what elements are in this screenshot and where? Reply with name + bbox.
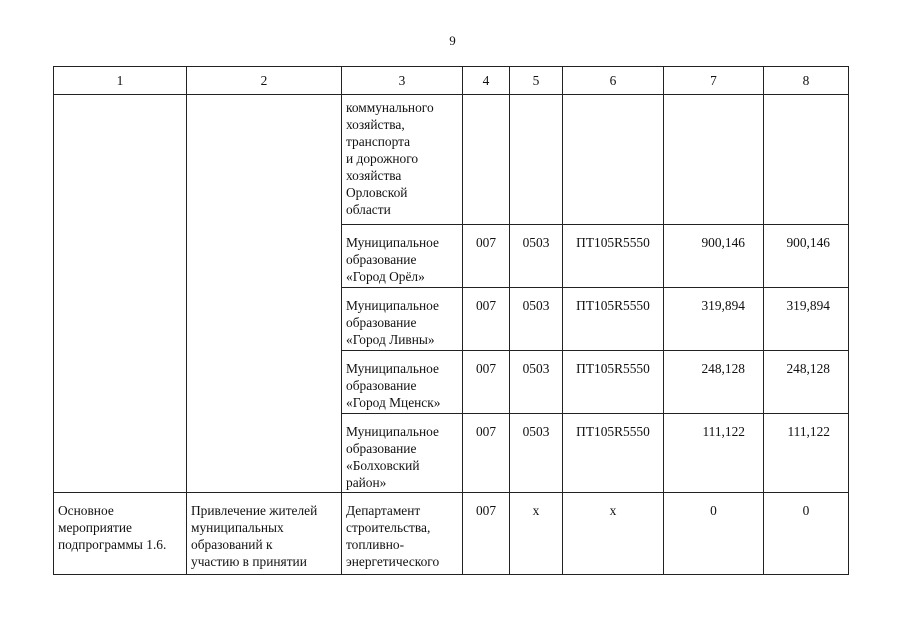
- header-col-1: 1: [54, 67, 187, 95]
- rzpr-text: 0503: [522, 298, 550, 313]
- csr-text: [563, 95, 663, 99]
- cell-rzpr: [510, 351, 563, 414]
- amount-fact-text: 319,894: [786, 298, 830, 313]
- cell-amount-fact: [764, 225, 849, 288]
- measure-description-text: Привлечение жителей муниципальных образований к участию в принятии: [191, 503, 318, 569]
- rzpr-text: 0503: [522, 424, 550, 439]
- cell-amount-fact: [764, 414, 849, 493]
- cell-csr: [563, 288, 664, 351]
- header-col-2: 2: [187, 67, 342, 95]
- table-row: [54, 95, 849, 225]
- executor-text: Муниципальное образование «Болховский район»: [346, 424, 439, 490]
- cell-grbs: [463, 95, 510, 225]
- cell-amount-plan: [664, 414, 764, 493]
- grbs-text: 007: [475, 298, 497, 313]
- cell-grbs: [463, 288, 510, 351]
- cell-grbs: [463, 351, 510, 414]
- rzpr-text: 0503: [522, 235, 550, 250]
- grbs-text: 007: [475, 235, 497, 250]
- amount-plan-text: [664, 95, 763, 99]
- cell-amount-fact: [764, 351, 849, 414]
- grbs-text: 007: [475, 361, 497, 376]
- cell-amount-plan: [664, 95, 764, 225]
- cell-amount-plan: [664, 493, 764, 575]
- cell-executor: [342, 414, 463, 493]
- cell-grbs: [463, 493, 510, 575]
- header-col-5: 5: [510, 67, 563, 95]
- cell-col2-merged: [187, 95, 342, 493]
- budget-table: [53, 66, 849, 575]
- csr-text: ПТ105R5550: [576, 361, 650, 376]
- cell-executor: [342, 225, 463, 288]
- cell-col1-merged: [54, 95, 187, 493]
- csr-text: ПТ105R5550: [576, 235, 650, 250]
- cell-executor: [342, 95, 463, 225]
- rzpr-text: 0503: [522, 361, 550, 376]
- cell-measure-description: [187, 493, 342, 575]
- cell-amount-plan: [664, 288, 764, 351]
- amount-plan-text: 0: [710, 503, 717, 518]
- cell-amount-plan: [664, 225, 764, 288]
- amount-fact-text: 111,122: [787, 424, 830, 439]
- rzpr-text: [510, 95, 562, 99]
- header-col-4: 4: [463, 67, 510, 95]
- cell-csr: [563, 351, 664, 414]
- header-col-3: 3: [342, 67, 463, 95]
- cell-rzpr: [510, 95, 563, 225]
- csr-text: ПТ105R5550: [576, 298, 650, 313]
- cell-amount-fact: [764, 95, 849, 225]
- page-number: 9: [449, 33, 456, 48]
- table-row: [54, 493, 849, 575]
- cell-csr: [563, 95, 664, 225]
- table-header: [54, 67, 849, 95]
- amount-plan-text: 319,894: [701, 298, 745, 313]
- amount-fact-text: [764, 95, 848, 99]
- cell-csr: [563, 225, 664, 288]
- cell-rzpr: [510, 288, 563, 351]
- amount-plan-text: 111,122: [702, 424, 745, 439]
- grbs-text: [463, 95, 509, 99]
- header-row: [54, 67, 849, 95]
- grbs-text: 007: [475, 424, 497, 439]
- cell-grbs: [463, 414, 510, 493]
- cell-rzpr: [510, 493, 563, 575]
- amount-fact-text: 900,146: [786, 235, 830, 250]
- executor-text: Муниципальное образование «Город Орёл»: [346, 235, 439, 284]
- cell-amount-fact: [764, 288, 849, 351]
- cell-amount-plan: [664, 351, 764, 414]
- cell-grbs: [463, 225, 510, 288]
- amount-fact-text: 248,128: [786, 361, 830, 376]
- cell-rzpr: [510, 225, 563, 288]
- executor-text: коммунального хозяйства, транспорта и дорожного хозяйства Орловской области: [346, 100, 434, 217]
- cell-rzpr: [510, 414, 563, 493]
- cell-text: [54, 95, 186, 99]
- amount-fact-text: 0: [802, 503, 810, 518]
- cell-csr: [563, 493, 664, 575]
- cell-measure-name: [54, 493, 187, 575]
- executor-text: Департамент строительства, топливно- энергетического: [346, 503, 440, 569]
- measure-name-text: Основное мероприятие подпрограммы 1.6.: [58, 503, 167, 552]
- header-col-7: 7: [664, 67, 764, 95]
- header-col-8: 8: [764, 67, 849, 95]
- header-col-6: 6: [563, 67, 664, 95]
- amount-plan-text: 900,146: [701, 235, 745, 250]
- cell-text: [187, 95, 341, 99]
- cell-executor: [342, 351, 463, 414]
- csr-text: х: [609, 503, 617, 518]
- cell-executor: [342, 493, 463, 575]
- grbs-text: 007: [475, 503, 497, 518]
- csr-text: ПТ105R5550: [576, 424, 650, 439]
- rzpr-text: х: [532, 503, 540, 518]
- executor-text: Муниципальное образование «Город Ливны»: [346, 298, 439, 347]
- cell-executor: [342, 288, 463, 351]
- amount-plan-text: 248,128: [701, 361, 745, 376]
- cell-csr: [563, 414, 664, 493]
- executor-text: Муниципальное образование «Город Мценск»: [346, 361, 441, 410]
- cell-amount-fact: [764, 493, 849, 575]
